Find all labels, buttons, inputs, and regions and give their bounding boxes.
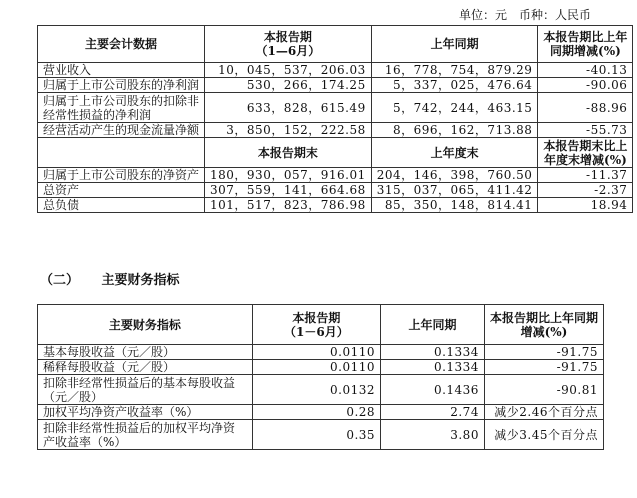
key-financial-indicators-table: [37, 304, 604, 450]
header-yoy-change: 本报告期比上年 同期增减(%): [538, 26, 633, 63]
key-accounting-data-table: [37, 25, 633, 213]
header-change-vs-year-end: 本报告期末比上 年度末增减(%): [538, 138, 633, 168]
table-header-row: [38, 305, 604, 345]
table-row: 加权平均净资产收益率（%） 0.28 2.74 减少2.46个百分点: [38, 405, 604, 420]
header-key-financial-indicators: 主要财务指标: [38, 305, 253, 345]
header-current-period: 本报告期 （1－6月）: [252, 305, 380, 345]
header-yoy-change: 本报告期比上年同期 增减(%): [484, 305, 603, 345]
table-row: 归属于上市公司股东的净资产 180，930，057，916.01 204，146，398，760.50 -11.37: [38, 168, 633, 183]
table-row: 扣除非经常性损益后的基本每股收益（元／股） 0.0132 0.1436 -90.81: [38, 375, 604, 405]
table-row: 归属于上市公司股东的扣除非经常性损益的净利润 633，828，615.49 5，742，244，463.15 -88.96: [38, 93, 633, 123]
header-prior-period: 上年同期: [371, 26, 538, 63]
table-row: 基本每股收益（元／股） 0.0110 0.1334 -91.75: [38, 345, 604, 360]
section-number: （二）: [40, 273, 80, 288]
header-period-end: 本报告期末: [205, 138, 372, 168]
table-row: 稀释每股收益（元／股） 0.0110 0.1334 -91.75: [38, 360, 604, 375]
header-current-period: 本报告期 （1—6月）: [205, 26, 372, 63]
header-prior-year-end: 上年度末: [371, 138, 538, 168]
section-title-text: 主要财务指标: [101, 273, 180, 288]
unit-currency-note: 单位：元 币种：人民币: [458, 8, 591, 22]
table-subheader-row: [38, 138, 633, 168]
table-row: 经营活动产生的现金流量净额 3，850，152，222.58 8，696，162，713.88 -55.73: [38, 123, 633, 138]
table-header-row: [38, 26, 633, 63]
section-title-key-financial-indicators: [40, 269, 180, 288]
table-row: 总负债 101，517，823，786.98 85，350，148，814.41 18.94: [38, 198, 633, 213]
table-row: 扣除非经常性损益后的加权平均净资产收益率（%） 0.35 3.80 减少3.45个百分点: [38, 420, 604, 450]
table-row: 归属于上市公司股东的净利润 530，266，174.25 5，337，025，476.64 -90.06: [38, 78, 633, 93]
header-key-accounting-data: 主要会计数据: [38, 26, 205, 63]
table-row: 总资产 307，559，141，664.68 315，037，065，411.42 -2.37: [38, 183, 633, 198]
header-prior-period: 上年同期: [381, 305, 485, 345]
table-row: 营业收入 10，045，537，206.03 16，778，754，879.29 -40.13: [38, 63, 633, 78]
